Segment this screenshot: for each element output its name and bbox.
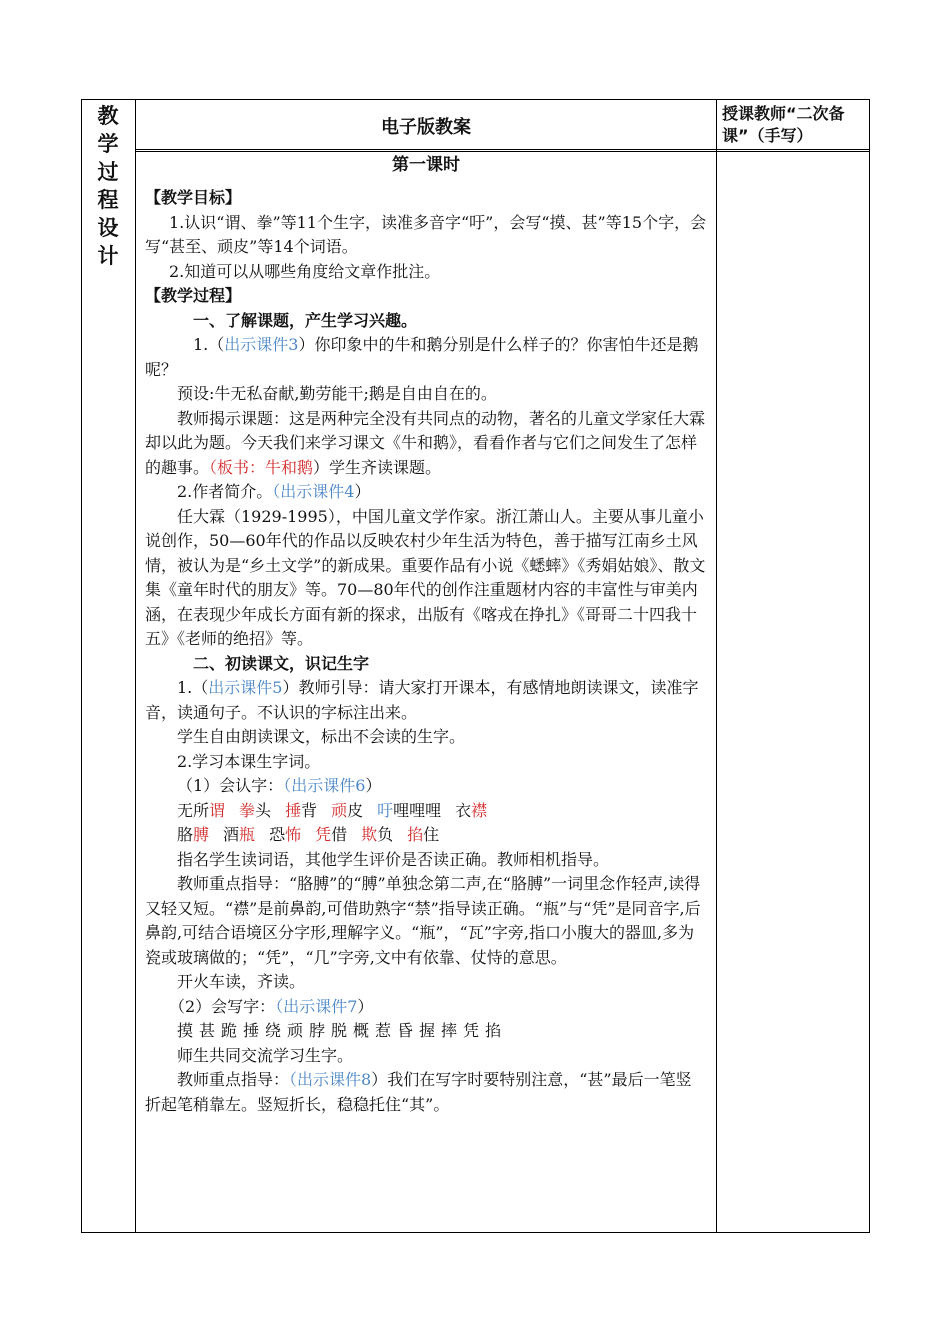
text: （2）会写字： [169, 996, 276, 1016]
paragraph [145, 1068, 707, 1117]
page-title: 电子版教案 [381, 117, 471, 138]
highlighted-char: 顽 [331, 800, 348, 820]
goals-heading: 【教学目标】 [145, 188, 242, 207]
courseware-ref: （出示课件6 [283, 776, 366, 795]
text: ）教师引导：请大家打开课本，有感情地朗读课文，读准字音，读通句子。不认识的字标注出来。 [145, 678, 699, 722]
word-row [145, 799, 707, 824]
courseware-ref: 出示课件5 [208, 678, 283, 697]
highlighted-char: 怖 [285, 825, 302, 844]
vocab-word: 掐住 [407, 825, 440, 844]
section-title: 二、初读课文，识记生字 [193, 653, 370, 673]
text: 1.（ [177, 678, 209, 697]
text: ）你印象中的牛和鹅分别是什么样子的？你害怕牛还是鹅呢？ [145, 335, 699, 379]
courseware-ref: （出示课件7 [275, 996, 358, 1016]
word-row [145, 823, 707, 848]
section-title: 一、了解课题，产生学习兴趣。 [193, 310, 418, 330]
goal-item: 2.知道可以从哪些角度给文章作批注。 [169, 261, 441, 281]
highlighted-char: 欺 [361, 825, 378, 844]
paragraph: 师生共同交流学习生字。 [177, 1045, 354, 1065]
vocab-word: 衣襟 [455, 800, 488, 820]
vocab-word: 酒瓶 [223, 825, 256, 844]
board-note: （板书：牛和鹅 [209, 457, 314, 477]
writing-characters: 摸甚跪捶绕顽脖脱概惹昏握摔凭掐 [177, 1021, 508, 1040]
text: ）学生齐读课题。 [313, 457, 442, 477]
text: 教师重点指导： [177, 1070, 290, 1089]
table-border-bottom [81, 1232, 870, 1233]
paragraph [145, 676, 707, 725]
table-header-rule [135, 149, 870, 150]
highlighted-char: 谓 [209, 800, 226, 820]
side-char: 程 [97, 188, 119, 212]
paragraph [145, 407, 707, 481]
highlighted-char: 捶 [285, 800, 302, 820]
process-heading: 【教学过程】 [145, 286, 242, 305]
vocab-word: 恐怖 [269, 825, 302, 844]
courseware-ref: （出示课件8 [289, 1070, 372, 1089]
side-char: 过 [97, 160, 119, 184]
text: ） [354, 482, 371, 501]
side-label [81, 102, 135, 270]
vocab-word: 吁哩哩哩 [377, 800, 442, 820]
highlighted-char: 襟 [471, 800, 488, 820]
table-border-top [81, 99, 870, 100]
text: ）我们在写字时要特别注意，“甚”最后一笔竖折起笔稍靠左。竖短折长，稳稳托住“其”。 [145, 1070, 692, 1114]
text: ） [365, 776, 382, 795]
text: 教师揭示课题：这是两种完全没有共同点的动物，著名的儿童文学家任大霖却以此为题。今天我们来学习课文《牛和鹅》，看看作者与它们之间发生了怎样的趣事。 [145, 408, 706, 477]
paragraph: 指名学生读词语，其他学生评价是否读正确。教师相机指导。 [177, 849, 610, 869]
text: ） [357, 996, 374, 1016]
paragraph: 2.学习本课生字词。 [177, 751, 321, 771]
highlighted-char: 凭 [315, 825, 332, 844]
paragraph [145, 774, 707, 799]
vocab-word: 顽皮 [331, 800, 364, 820]
vocab-word: 欺负 [361, 825, 394, 844]
paragraph: 任大霖（1929-1995），中国儿童文学作家。浙江萧山人。主要从事儿童小说创作，50—60年代的作品以反映农村少年生活为特色，善于描写江南乡土风情，被认为是“乡土文学”的新成果。重要作品有小说《蟋蟀》《秀娟姑娘》、散文集《童年时代的朋友》等。70—80年代的创作注重题材内容的丰富性与审美内涵，在表现少年成长方面有新的探求，出版有《喀戎在挣扎》《哥哥二十四我十五》《老师的绝招》等。 [145, 506, 706, 648]
side-char: 学 [97, 132, 119, 156]
highlighted-char: 掐 [407, 825, 424, 844]
text: 2.作者简介。 [177, 482, 273, 501]
teacher-notes-title: 授课教师“二次备课”（手写） [722, 104, 845, 145]
highlighted-char: 膊 [193, 825, 210, 844]
vocab-word: 胳膊 [177, 825, 210, 844]
text: 1.（ [193, 335, 225, 354]
vocab-word: 拳头 [239, 800, 272, 820]
courseware-ref: （出示课件4 [272, 482, 355, 501]
table-divider-notes [716, 99, 717, 1233]
table-divider-side [135, 99, 136, 1233]
highlighted-char: 瓶 [239, 825, 256, 844]
vocab-word: 捶背 [285, 800, 318, 820]
paragraph [145, 480, 707, 505]
paragraph: 预设:牛无私奋献,勤劳能干;鹅是自由自在的。 [177, 384, 497, 403]
paragraph [145, 995, 707, 1020]
highlighted-char: 拳 [239, 800, 256, 820]
highlighted-char: 吁 [377, 800, 394, 820]
side-char: 设 [97, 216, 119, 240]
period-title: 第一课时 [392, 155, 460, 175]
paragraph: 开火车读，齐读。 [177, 972, 306, 991]
table-border-right [869, 99, 870, 1233]
paragraph: 学生自由朗读课文，标出不会读的生字。 [177, 727, 466, 746]
vocab-word: 无所谓 [177, 800, 226, 820]
lesson-content [145, 152, 707, 1117]
goal-item: 1.认识“谓、拳”等11个生字，读准多音字“吁”，会写“摸、甚”等15个字，会写“甚至、顽皮”等14个词语。 [145, 212, 707, 256]
side-char: 计 [97, 244, 119, 268]
paragraph [145, 333, 707, 382]
side-char: 教 [97, 104, 119, 128]
courseware-ref: 出示课件3 [224, 335, 299, 354]
vocab-word: 凭借 [315, 825, 348, 844]
text: （1）会认字： [177, 776, 284, 795]
paragraph: 教师重点指导：“胳膊”的“膊”单独念第二声,在“胳膊”一词里念作轻声,读得又轻又短。“襟”是前鼻韵,可借助熟字“禁”指导读正确。“瓶”与“凭”是同音字,后鼻韵,可结合语境区分字形,理解字义。“瓶”，“瓦”字旁,指口小腹大的器皿,多为瓷或玻璃做的；“凭”，“几”字旁,文中有依靠、仗恃的意思。 [145, 874, 701, 967]
